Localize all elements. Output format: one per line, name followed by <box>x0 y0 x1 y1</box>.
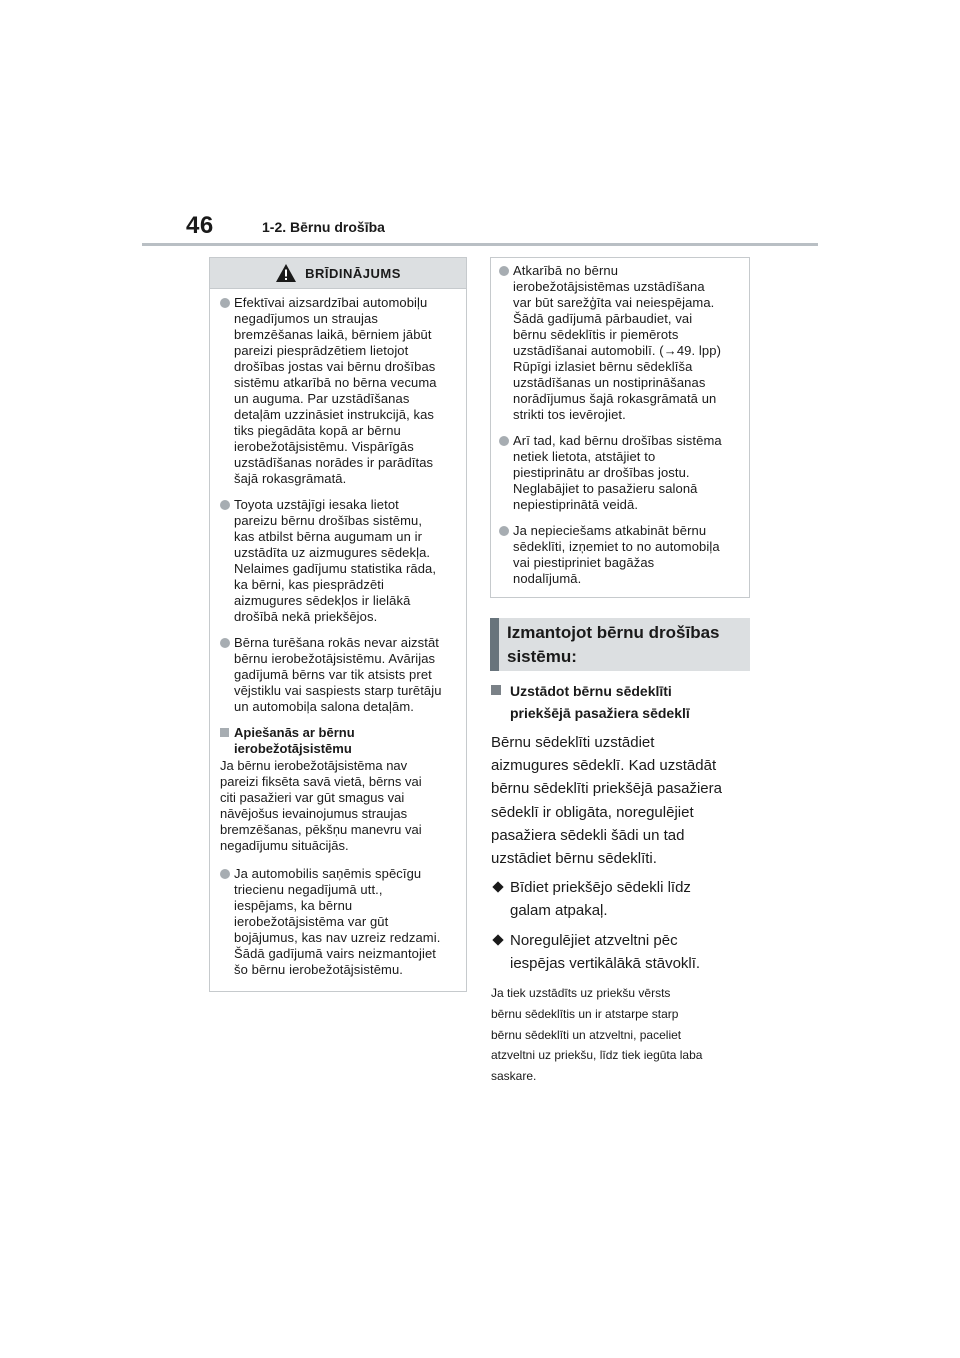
warning-item-text: Bērna turēšana rokās nevar aizstāt bērnu ierobežotājsistēmu. Avārijas gadījumā bērns var tik atsists pret vējstiklu vai saspiests starp turētāju un automobiļa salona detaļām. <box>234 635 442 714</box>
bullet-icon <box>220 638 230 648</box>
warning-continuation-box <box>490 257 750 598</box>
square-bullet-icon <box>491 685 501 695</box>
warning-subhead-text: Apiešanās ar bērnu ierobežotājsistēmu <box>234 725 355 756</box>
warning-item <box>220 295 456 487</box>
warning-item-text: Ja automobilis saņēmis spēcīgu triecienu negadījumā utt., iespējams, ka bērnu ierobežotājsistēma var gūt bojājumus, kas nav uzreiz redzami. Šādā gadījumā vairs neizmantojiet šo bērnu ierobežotājsistēmu. <box>234 866 441 977</box>
section-title: 1-2. Bērnu drošība <box>262 219 385 235</box>
warning-paragraph: Ja bērnu ierobežotājsistēma nav pareizi fiksēta savā vietā, bērns vai citi pasažieri var gūt smagus vai nāvējošus ievainojumus straujas bremzēšanas, pēkšņu manevru vai negadījumu situācijās. <box>220 758 422 853</box>
warning-item-text: Arī tad, kad bērnu drošības sistēma netiek lietota, atstājiet to piestiprinātu ar drošības jostu. Neglabājiet to pasažieru salonā nepiestiprinātā veidā. <box>513 433 722 512</box>
bullet-icon <box>220 500 230 510</box>
square-bullet-icon <box>220 728 229 737</box>
body-paragraph: Bērnu sēdeklīti uzstādiet aizmugures sēdeklī. Kad uzstādāt bērnu sēdeklīti priekšējā pasažiera sēdeklī ir obligāta, noregulējiet pasažiera sēdekli šādi un tad uzstādiet bērnu sēdeklīti. <box>491 734 722 868</box>
diamond-bullet-icon <box>492 882 503 893</box>
warning-item-text: Efektīvai aizsardzībai automobiļu negadījumos un straujas bremzēšanas laikā, bērniem jābūt pareizi piesprādzētiem lietojot drošības jostas vai bērnu drošības sistēmu atkarībā no bērna vecuma un auguma. Par uzstādīšanas detaļām uzzināsiet instrukcijā, kas tiks piegādāta kopā ar bērnu ierobežotājsistēmu. Vispārīgās uzstādīšanas norādes ir parādītas šajā rokasgrāmatā. <box>234 295 437 486</box>
warning-box <box>209 257 467 992</box>
header-divider <box>142 243 818 246</box>
main-content <box>491 680 753 1087</box>
warning-item <box>499 523 741 587</box>
warning-item-text: Atkarībā no bērnu ierobežotājsistēmas uzstādīšana var būt sarežģīta vai neiespējama. Šādā gadījumā pārbaudiet, vai bērnu sēdeklītis ir piemērots uzstādīšanai automobilī. (→49. lpp) Rūpīgi izlasiet bērnu sēdeklīša uzstādīšanas un nostiprināšanas norādījumus šajā rokasgrāmatā un strikti tos ievērojiet. <box>513 263 721 422</box>
step-text: Bīdiet priekšējo sēdekli līdz galam atpakaļ. <box>510 879 691 920</box>
step-text: Noregulējiet atzveltni pēc iespējas vertikālākā stāvoklī. <box>510 931 701 972</box>
warning-header <box>210 258 466 289</box>
warning-item <box>220 866 456 978</box>
bullet-icon <box>499 526 509 536</box>
note-paragraph: Ja tiek uzstādīts uz priekšu vērsts bērnu sēdeklītis un ir atstarpe starp bērnu sēdeklīti un atzveltni, paceliet atzveltni uz priekšu, līdz tiek iegūta laba saskare. <box>491 986 703 1084</box>
page-number: 46 <box>186 212 214 239</box>
step-item <box>491 876 753 922</box>
bullet-icon <box>220 869 230 879</box>
bullet-icon <box>220 298 230 308</box>
step-item <box>491 929 753 975</box>
section-heading: Izmantojot bērnu drošības sistēmu: <box>490 618 750 671</box>
warning-title: BRĪDINĀJUMS <box>305 265 401 281</box>
warning-item-text: Ja nepieciešams atkabināt bērnu sēdeklīti, izņemiet to no automobiļa vai piestipriniet bagāžas nodalījumā. <box>513 523 720 586</box>
bullet-icon <box>499 266 509 276</box>
bullet-icon <box>499 436 509 446</box>
warning-item <box>499 263 741 423</box>
warning-item <box>499 433 741 513</box>
warning-item <box>220 635 456 715</box>
diamond-bullet-icon <box>492 934 503 945</box>
subheading <box>491 680 753 724</box>
subheading-text: Uzstādot bērnu sēdeklīti priekšējā pasažiera sēdeklī <box>510 683 690 721</box>
warning-item <box>220 497 456 625</box>
warning-triangle-icon <box>275 263 297 283</box>
warning-subhead <box>220 725 456 757</box>
warning-item-text: Toyota uzstājīgi iesaka lietot pareizu bērnu drošības sistēmu, kas atbilst bērna augumam un ir uzstādīta uz aizmugures sēdekļa. Nelaimes gadījumu statistika rāda, ka bērni, kas piesprādzēti aizmugures sēdekļos ir lielākā drošībā nekā priekšējos. <box>234 497 437 624</box>
